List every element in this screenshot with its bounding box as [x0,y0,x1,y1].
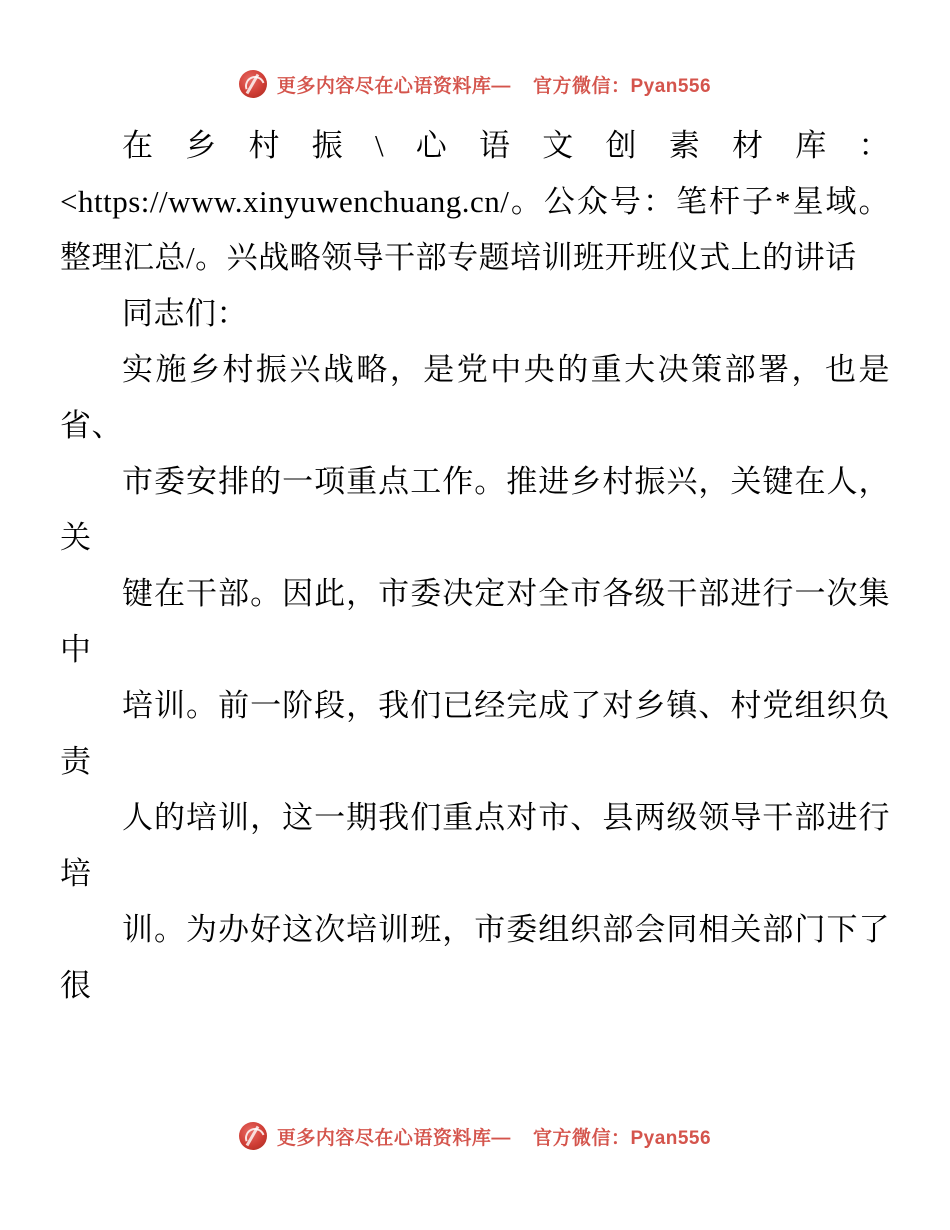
watermark-wechat-label: 官方微信： [532,75,631,97]
watermark-wechat-id: Pyan556 [630,75,712,97]
paragraph-6: 培训。前一阶段，我们已经完成了对乡镇、村党组织负责 [60,688,890,779]
document-body [60,118,890,1014]
seal-logo-icon [239,1122,267,1150]
paragraph-4: 市委安排的一项重点工作。推进乡村振兴，关键在人，关 [60,464,890,555]
watermark-wechat-label: 官方微信： [532,1127,631,1149]
watermark-header-text [277,71,711,98]
paragraph-3: 实施乡村振兴战略，是党中央的重大决策部署，也是省、 [60,352,890,443]
seal-logo-icon [239,70,267,98]
paragraph-5: 键在干部。因此，市委决定对全市各级干部进行一次集中 [60,576,890,667]
watermark-main-text: 更多内容尽在心语资料库— [276,75,511,97]
paragraph-7: 人的培训，这一期我们重点对市、县两级领导干部进行培 [60,800,890,891]
watermark-wechat-id: Pyan556 [630,1127,712,1149]
watermark-footer-text [277,1123,711,1150]
paragraph-2: 同志们： [122,296,248,331]
watermark-header [0,70,950,98]
paragraph-1: 在乡村振\心语文创素材库：<https://www.xinyuwenchuang.cn/。公众号：笔杆子*星域。整理汇总/。兴战略领导干部专题培训班开班仪式上的讲话 [60,128,890,275]
watermark-footer [0,1122,950,1150]
watermark-main-text: 更多内容尽在心语资料库— [276,1127,511,1149]
paragraph-8: 训。为办好这次培训班，市委组织部会同相关部门下了很 [60,912,890,1003]
